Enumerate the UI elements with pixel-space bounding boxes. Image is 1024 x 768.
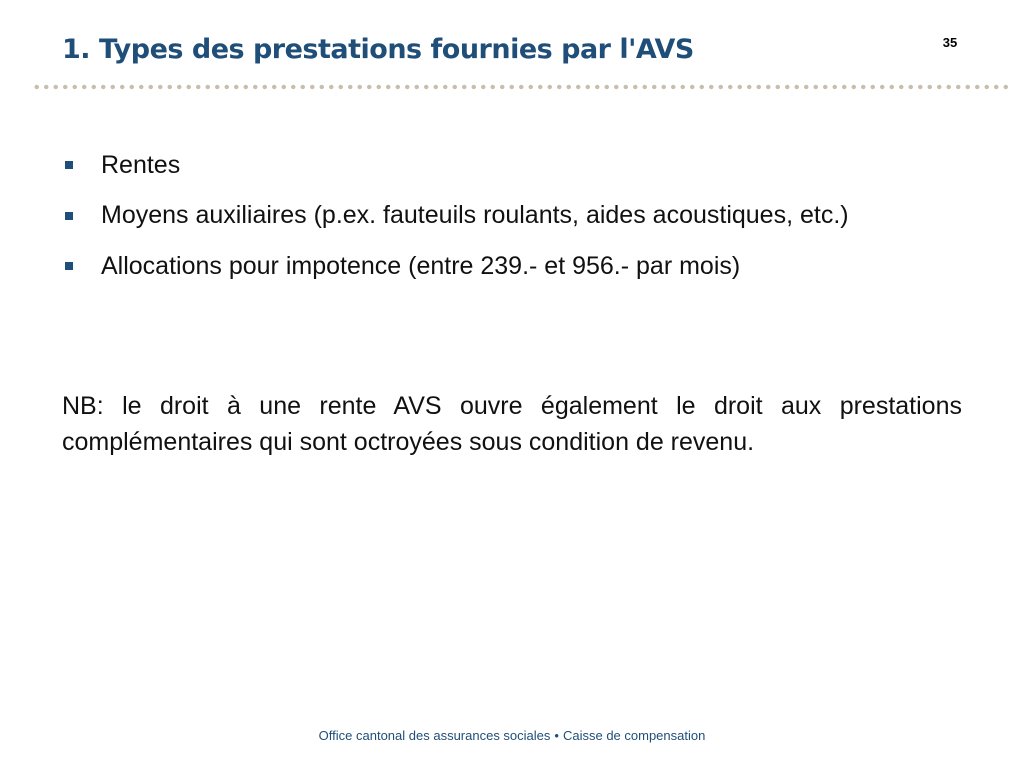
footer — [0, 728, 1024, 743]
square-bullet-icon — [65, 212, 73, 220]
list-item — [62, 241, 849, 292]
page-number: 35 — [942, 35, 958, 50]
bullet-text: Rentes — [101, 150, 181, 179]
bullet-text: Moyens auxiliaires (p.ex. fauteuils roulants, aides acoustiques, etc.) — [101, 201, 849, 230]
list-item — [62, 140, 849, 191]
square-bullet-icon — [65, 262, 73, 270]
footer-office-name: Office cantonal des assurances sociales — [318, 728, 551, 743]
slide-title: 1. Types des prestations fournies par l'AVS — [62, 34, 694, 65]
dotted-divider — [32, 84, 1008, 90]
square-bullet-icon — [65, 161, 73, 169]
footer-separator: • — [554, 728, 559, 743]
bullet-text: Allocations pour impotence (entre 239.- et 956.- par mois) — [101, 251, 741, 280]
footer-organization: Caisse de compensation — [562, 728, 706, 743]
bullet-list — [62, 140, 849, 292]
note-paragraph: NB: le droit à une rente AVS ouvre également le droit aux prestations complémentaires qui sont octroyées sous condition de revenu. — [62, 392, 962, 456]
list-item — [62, 191, 849, 242]
